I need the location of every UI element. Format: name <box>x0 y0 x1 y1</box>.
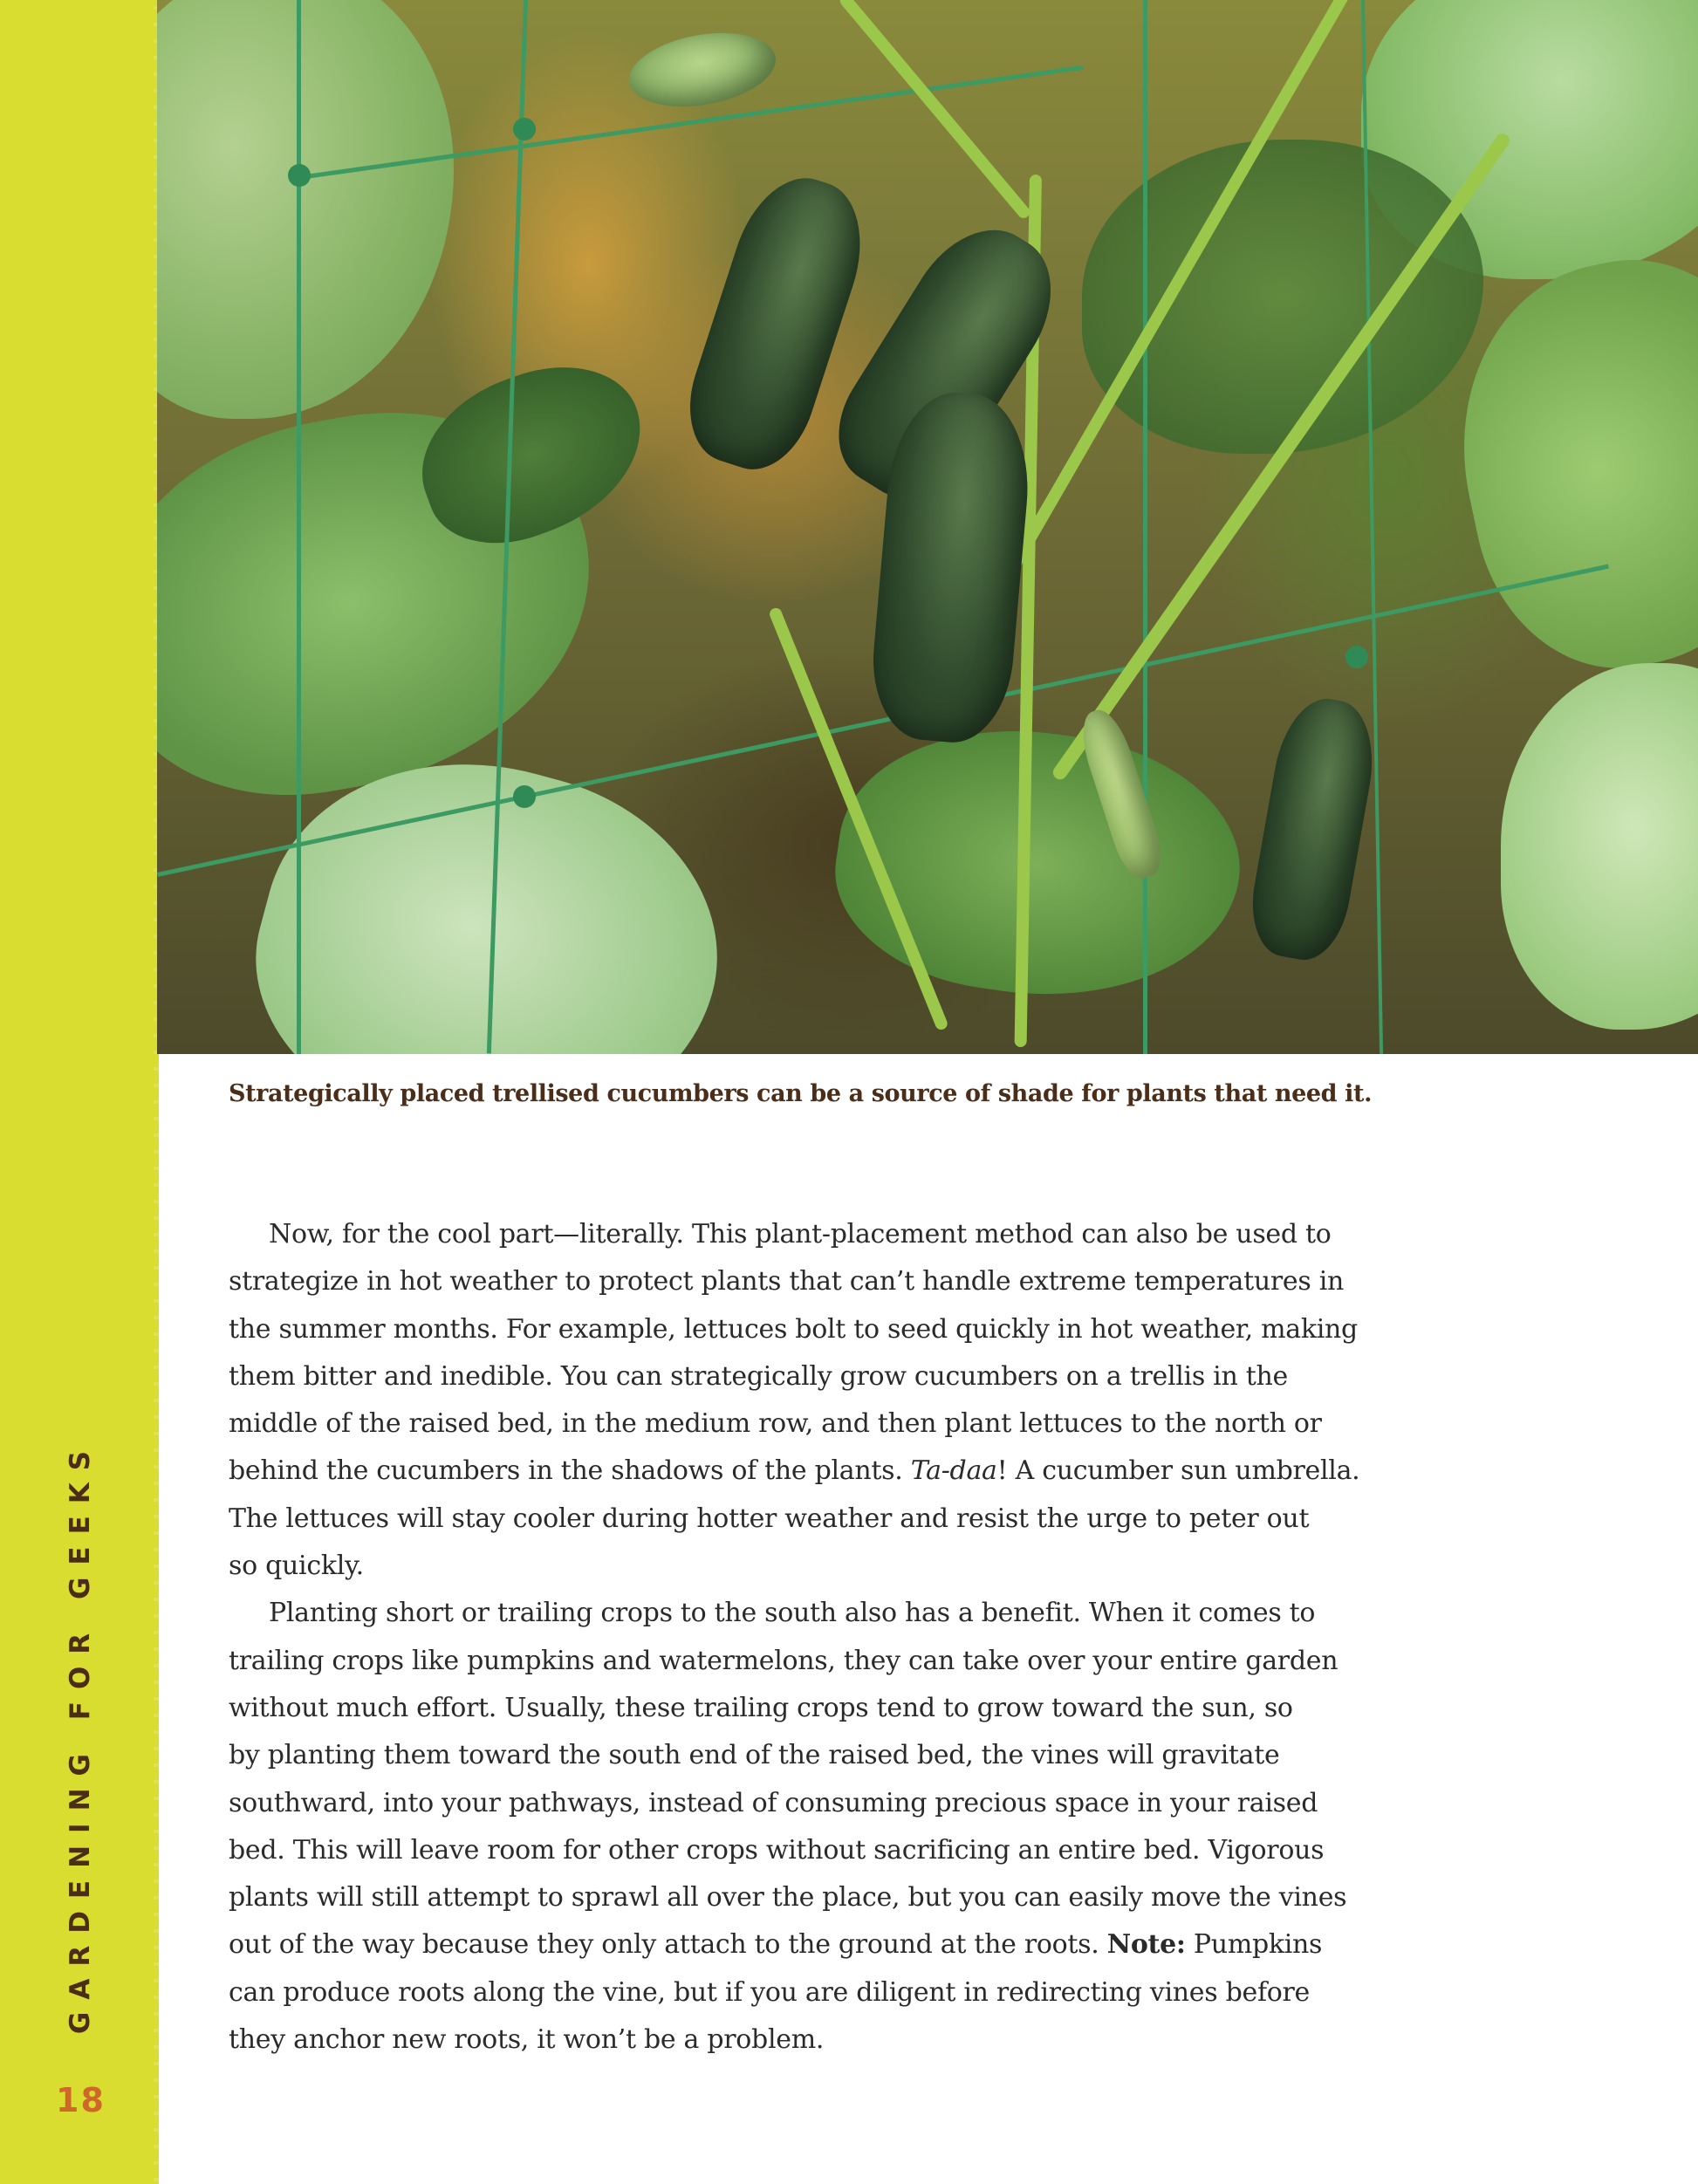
leaf-shape <box>1082 140 1483 454</box>
paragraph-1 <box>229 1211 1537 1590</box>
text-line: Planting short or trailing crops to the south also has a benefit. When it comes to <box>269 1598 1316 1629</box>
running-head: GARDENING FOR GEEKS <box>65 1438 96 2035</box>
cucumber <box>623 23 781 117</box>
body-text <box>229 1211 1537 2064</box>
text-line: plants will still attempt to sprawl all over the place, but you can easily move the vines <box>229 1882 1347 1914</box>
text-line: them bitter and inedible. You can strategically grow cucumbers on a trellis in the <box>229 1360 1288 1392</box>
vine-stem <box>838 0 1032 221</box>
paragraph-2 <box>229 1590 1537 2064</box>
trellis-line <box>1143 0 1147 1054</box>
trellis-node <box>1345 646 1368 668</box>
leaf-shape <box>821 706 1255 1021</box>
trellis-line <box>297 0 301 1054</box>
photo-caption: Strategically placed trellised cucumbers can be a source of shade for plants that need it. <box>229 1080 1373 1107</box>
trellis-node <box>288 164 311 187</box>
text-line: they anchor new roots, it won’t be a problem. <box>229 2024 825 2056</box>
text-line: the summer months. For example, lettuces bolt to seed quickly in hot weather, making <box>229 1313 1358 1345</box>
text-line: Now, for the cool part—literally. This plant-placement method can also be used to <box>269 1219 1332 1249</box>
text-line: middle of the raised bed, in the medium row, and then plant lettuces to the north or <box>229 1408 1322 1440</box>
text-line: can produce roots along the vine, but if you are diligent in redirecting vines before <box>229 1976 1310 2008</box>
leaf-shape <box>157 0 454 419</box>
trellis-node <box>513 118 536 140</box>
trellis-node <box>513 785 536 808</box>
text-line: trailing crops like pumpkins and watermelons, they can take over your entire garden <box>229 1645 1339 1676</box>
italic-emphasis: Ta-daa <box>910 1455 997 1487</box>
cucumber <box>1243 692 1383 967</box>
text-line: by planting them toward the south end of the raised bed, the vines will gravitate <box>229 1740 1280 1771</box>
leaf-shape <box>1501 663 1698 1030</box>
text-line: strategize in hot weather to protect plants that can’t handle extreme temperatures in <box>229 1266 1345 1297</box>
text-line: southward, into your pathways, instead of consuming precious space in your raised <box>229 1787 1318 1818</box>
text-line: so quickly. <box>229 1551 364 1582</box>
text-line: without much effort. Usually, these trailing crops tend to grow toward the sun, so <box>229 1692 1293 1723</box>
text-line: out of the way because they only attach to the ground at the roots. Note: Pumpkins <box>229 1929 1323 1961</box>
text-line: bed. This will leave room for other crops without sacrificing an entire bed. Vigorous <box>229 1834 1325 1866</box>
text-line: behind the cucumbers in the shadows of the plants. Ta-daa! A cucumber sun umbrella. <box>229 1455 1360 1487</box>
cucumber-trellis-photo <box>157 0 1698 1054</box>
note-label: Note: <box>1106 1929 1186 1961</box>
page-number: 18 <box>56 2081 106 2119</box>
text-line: The lettuces will stay cooler during hotter weather and resist the urge to peter out <box>229 1503 1310 1534</box>
